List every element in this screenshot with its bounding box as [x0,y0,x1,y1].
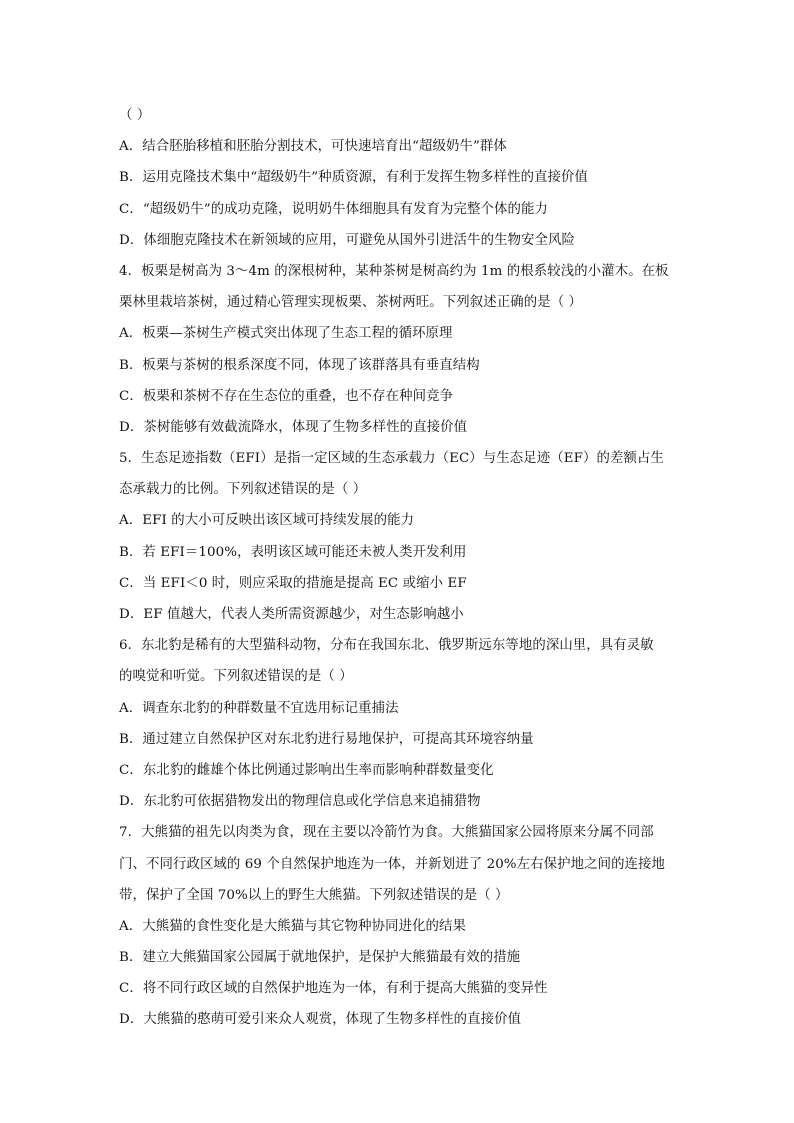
q7-stem-line2: 门、不同行政区域的 69 个自然保护地连为一体，并新划进了 20%左右保护地之间的连接地 [119,856,666,872]
q5-stem-line1: 5．生态足迹指数（EFI）是指一定区域的生态承载力（EC）与生态足迹（EF）的差额占生 [119,451,664,467]
q5-option-d: D．EF 值越大，代表人类所需资源越少，对生态影响越小 [119,607,464,622]
q3-option-c: C．“超级奶牛”的成功克隆，说明奶牛体细胞具有发育为完整个体的能力 [119,201,548,217]
q6-option-c: C．东北豹的雌雄个体比例通过影响出生率而影响种群数量变化 [119,762,494,778]
q6-option-d: D．东北豹可依据猎物发出的物理信息或化学信息来追捕猎物 [119,794,481,810]
q3-option-a: A．结合胚胎移植和胚胎分割技术，可快速培育出“超级奶牛”群体 [119,139,507,155]
q3-option-d: D．体细胞克隆技术在新领域的应用，可避免从国外引进活牛的生物安全风险 [119,232,576,248]
q5-option-a: A．EFI 的大小可反映出该区域可持续发展的能力 [119,513,415,529]
q4-option-d: D．茶树能够有效截流降水，体现了生物多样性的直接价值 [119,419,468,435]
q6-option-a: A．调查东北豹的种群数量不宜选用标记重捕法 [119,700,399,716]
q7-option-d: D．大熊猫的憨萌可爱引来众人观赏，体现了生物多样性的直接价值 [119,1012,522,1028]
q4-option-a: A．板栗—茶树生产模式突出体现了生态工程的循环原理 [119,326,453,342]
q5-stem-line2: 态承载力的比例。下列叙述错误的是（ ） [119,482,367,498]
q4-option-b: B．板栗与茶树的根系深度不同，体现了该群落具有垂直结构 [119,357,480,373]
answer-blank: （ ） [119,108,151,123]
q6-stem-line1: 6．东北豹是稀有的大型猫科动物，分布在我国东北、俄罗斯远东等地的深山里，具有灵敏 [119,638,654,654]
q7-option-c: C．将不同行政区域的自然保护地连为一体，有利于提高大熊猫的变异性 [119,981,548,997]
q4-option-c: C．板栗和茶树不存在生态位的重叠，也不存在种间竞争 [119,388,454,404]
q6-option-b: B．通过建立自然保护区对东北豹进行易地保护，可提高其环境容纳量 [119,731,534,747]
q3-option-b: B．运用克隆技术集中“超级奶牛”种质资源，有利于发挥生物多样性的直接价值 [119,170,589,186]
q7-stem-line1: 7．大熊猫的祖先以肉类为食，现在主要以冷箭竹为食。大熊猫国家公园将原来分属不同部 [119,825,654,841]
q4-stem-line1: 4．板栗是树高为 3～4m 的深根树种，某种茶树是树高约为 1m 的根系较浅的小灌木。在板 [119,263,669,279]
q5-option-b: B．若 EFI＝100%，表明该区域可能还未被人类开发利用 [119,544,467,560]
q7-option-b: B．建立大熊猫国家公园属于就地保护，是保护大熊猫最有效的措施 [119,950,521,966]
q7-stem-line3: 带，保护了全国 70%以上的野生大熊猫。下列叙述错误的是（ ） [119,887,509,903]
q6-stem-line2: 的嗅觉和听觉。下列叙述错误的是（ ） [119,669,353,685]
q7-option-a: A．大熊猫的食性变化是大熊猫与其它物种协同进化的结果 [119,918,467,934]
q5-option-c: C．当 EFI＜0 时，则应采取的措施是提高 EC 或缩小 EF [119,575,467,591]
question-content [119,100,679,1036]
q4-stem-line2: 栗林里栽培茶树，通过精心管理实现板栗、茶树两旺。下列叙述正确的是（ ） [119,295,583,311]
